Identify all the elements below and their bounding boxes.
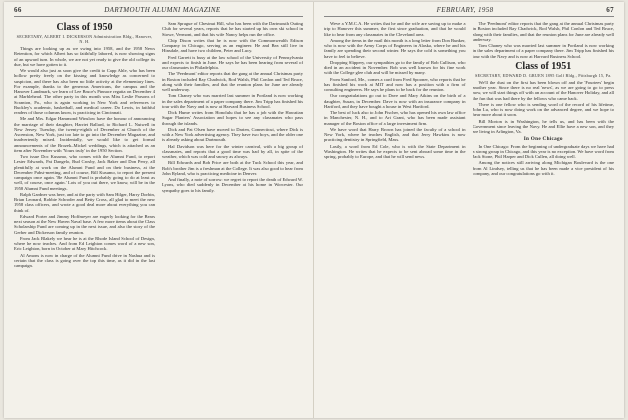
paragraph: Chip Dixon writes that he is now with the Commonwealth Edison Company in Chicago, serving as an engineer. He and Bea still live in Hinsdale, and have two children, Peter and Lucy. xyxy=(162,37,303,54)
left-column-2 xyxy=(162,21,303,417)
left-column-1 xyxy=(14,21,155,417)
right-column-2 xyxy=(473,21,615,417)
paragraph: The best of luck also to John Fischer, who has opened his own law office in Manchester, N. H., and to Art Grant, who has been made assistant manager of the Boston office of a large investment firm. xyxy=(324,110,466,126)
right-column-1 xyxy=(324,21,466,417)
paragraph: Edward Porter and Jimmy Hoffmeyer are eagerly looking for the Bears next season at the New Haven Naval base. A few more items about the Class Scholarship Fund are coming up in the next issue, and also the story of the Gerber and Dickerson family reunion. xyxy=(14,213,155,235)
article-text xyxy=(473,80,615,176)
paragraph: Me and Mrs. Edgar Hammond Winslow have the honour of announcing the marriage of their daughter, Harriet Ballard, to Richard L. Nutwell in New Jersey. Tuesday, the twenty-eighth of December at Church of the Ascension, New York, just too late to go into the December Magazine, and inadvertently mixed. Incidentally, we would like to get formal announcements of the Brozek–Mickel weddings, which is attached as an item after November with 'Yours truly' in the 1950 Section. xyxy=(14,116,155,153)
paragraph: From Jack Blakely we hear he is at the Rhode Island School of Design, where he now teaches. And from Ed Leighton comes word of a new son, Eric Leighton, born in October at Mary Hitchcock. xyxy=(14,235,155,252)
class-heading: Class of 1951 xyxy=(515,60,572,72)
class-secretary: SECRETARY, EDWARD D. GRUEN 1895 Golf Bldg., Pittsburgh 15, Pa. xyxy=(475,72,612,78)
paragraph: Fred Garrett is busy at the law school of the University of Pennsylvania and expects to finish in June. He says he has been hearing from several of our classmates in Philadelphia. xyxy=(162,54,303,70)
paragraph: Among the notices still arriving along Michigan Boulevard is the one from Al Lindsey, telling us that he has been made a vice president of his company, and our congratulations go with it. xyxy=(472,160,614,176)
paragraph: And finally, a note of sorrow: we regret to report the death of Edward W. Lyons, who died suddenly in December at his home in Worcester. Our sympathy goes to his family. xyxy=(162,177,303,193)
paragraph: In One Chicago: From the beginning of undergraduate days we have had a strong group in Chicago, and this year is no exception. We have word from Jack Stone, Phil Harper and Dick Cullen, all doing well. xyxy=(472,143,614,159)
article-text xyxy=(473,21,615,59)
page-number-right: 67 xyxy=(606,6,614,14)
paragraph: Al Amons is now in charge of the Alumni Fund drive in Nashua and is certain that the class is going over the top this time, as it did in the last campaign. xyxy=(14,252,155,268)
paragraph: Among the items in the mail this month is a long letter from Don Bunker, who is now with the Army Corps of Engineers in Alaska, where he and his family are spending their second winter. He says the cold is something you have to feel to believe. xyxy=(324,37,466,59)
paragraph: Dick and Pat Olsen have moved to Darien, Connecticut, where Dick is with a New York advertising agency. They have two boys, and the older one is already asking about Dartmouth. xyxy=(162,126,303,143)
article-text xyxy=(162,21,303,193)
paragraph: Lastly, a word from Ed Cole, who is with the State Department in Washington. He writes that he expects to be sent abroad some time in the spring, probably to Europe, and that he will send news. xyxy=(324,143,466,159)
paragraph: The 'Peedmont' editor reports that the gang at the annual Christmas party in Boston included Ray Chadwick, Rod Walsh, Phil Conlon and Ted Bruce, along with their families, and that the reunion plans for June are already well underway. xyxy=(162,71,303,92)
paragraph: We would also just as soon give the credit to Capp Ahle, who has been hollow pretty freely on the kissing and knowledge as concerned to suspicion, and there has also been no little activity at the elementary lines. For example, thanks to the generous Americans, the campus and the Hanover Landmark, we learn of Lee Bruce's Pinnace regatta on December 4 at Marblehead. The other party in this month was Miss Leslie Parsons of Scranton, Pa., who is again working in New York and references to Buckley's academic, basketball, and medical career. Do Lewis, in faithful readers of those columns know, is practicing in Cincinnati. xyxy=(14,68,155,115)
class-heading: Class of 1950 xyxy=(56,22,113,33)
magazine-title: DARTMOUTH ALUMNI MAGAZINE xyxy=(104,6,221,14)
paragraph: Bill Edwards and Bob Price are both at the Tuck School this year, and Bob's brother Jim is a freshman at the College. It was also good to hear from John Ryland, who is practicing medicine in Denver. xyxy=(162,160,303,176)
paragraph: Dropping Slippery, our sympathies go to the family of Bob Cullison, who died in an accident in November. Bob was well known for his fine work with the College glee club and will be missed by many. xyxy=(324,59,466,76)
paragraph: Bill Morton is in Washington, he tells us, and has been with the Government since leaving the Navy. He and Ellie have a new son, and they are living in Arlington, Va. xyxy=(472,118,614,134)
paragraph: We'll the dust on the first has been blown off and the 'Fourtees' begin another year. Since there is no real 'news', as we are going to go to press now, we will start things off with an account of the Hanover Holiday, and all the fun that was had there by the fellows who came back. xyxy=(472,79,614,101)
paragraph: Sam Sprague of Chestnut Hill, who has been with the Dartmouth Outing Club for several years, reports that he has started up his own ski school in Stowe, Vermont, and that his wife Nancy helps run the office. xyxy=(162,21,303,37)
paragraph: We have word that Harry Brown has joined the faculty of a school in New York, where he teaches English, and that Jerry Hawkins is now practicing dentistry in Springfield, Mass. xyxy=(324,126,466,143)
paragraph: Things are looking up as we swing into 1958, and the 1958 News Retention, for which Albert has so faithfully labored, is now showing signs of an upward turn. In whole, we are not yet ready to give the old college its due, but we have gotten to it. xyxy=(14,46,155,67)
right-columns xyxy=(324,21,614,417)
paragraph: Tom Chaney who was married last summer in Portland is now working in the sales department of a paper company there. Jim Tripp has finished his tour with the Navy and is now at Harvard Business School. xyxy=(162,93,303,109)
left-page xyxy=(4,2,314,418)
paragraph: The 'Peedmont' editor reports that the gang at the annual Christmas party in Boston included Ray Chadwick, Rod Walsh, Phil Conlon and Ted Bruce, along with their families, and that the reunion plans for June are already well underway. xyxy=(472,21,614,42)
paragraph: Two issue Doc Kusumo, who comes with the Alumni Fund, to report Lester Edwards, Pat Dangelo, Bud Crosby, Jack Baker and Don Perry, all plentifully at work on the Alumni Fund and on their business, at the December Pabst-meeting, and of course, Bill Kusumo, to report the present campaign once again. 'Be Alumni Fund is probably going to do at least as well, of course, once again.' Lots of you out there, we know, will be in the 1958 Alumni Fund meetings. xyxy=(14,154,155,191)
class-secretary: SECRETARY, ALBERT I. DICKERSON Administration Bldg., Hanover, N. H. xyxy=(16,34,153,44)
paragraph: Ralph Gardner was here, and at the party with Sam Hilger, Harry Dorbin, Brian Leonard, Robbie Schroder and Betty Cross, all glad to meet the new 1958 class officers, and wrote a good deal more about everything you can think of. xyxy=(14,191,155,213)
paragraph: Tom Chaney who was married last summer in Portland is now working in the sales department of a paper company there. Jim Tripp has finished his tour with the Navy and is now at Harvard Business School. xyxy=(472,43,614,59)
paragraph: From Sanford, Me., comes a card from Fred Spooner, who reports that he has finished his work at MIT and now has a position with a firm of consulting engineers. He says he plans to be back for the reunion. xyxy=(324,76,466,92)
left-columns xyxy=(14,21,303,417)
magazine-spread xyxy=(4,2,624,418)
paragraph: Dick Hume writes from Honolulu that he has a job with the Hawaiian Sugar Planters' Association and hopes to see any classmates who pass through the islands. xyxy=(162,110,303,126)
paragraph: Hal Davidson was here for the winter carnival, with a big group of classmates, and reports that a good time was had by all, in spite of the weather, which was cold and snowy as always. xyxy=(162,143,303,159)
right-page xyxy=(314,2,624,418)
paragraph: Our congratulations go out to Dave and Mary Atkins on the birth of a daughter, Susan, in December. Dave is now with an insurance company in Hartford, and they have bought a house in West Hartford. xyxy=(324,93,466,109)
issue-date: FEBRUARY, 1958 xyxy=(436,6,494,14)
article-text xyxy=(324,21,466,159)
paragraph: Weve a Y.M.C.A. He writes that he and the wife are saving up to make a trip to Hanover this summer, the first since graduation, and that he would like to hear from any classmates in the Cleveland area. xyxy=(324,21,466,37)
running-head-right xyxy=(324,6,614,17)
paragraph: There is one fellow who is sending word of the record of his lifetime, John Lu, who is now doing work on the advanced degree, and we hope to hear more about it soon. xyxy=(472,101,614,118)
running-head-left xyxy=(14,6,303,17)
page-number-left: 66 xyxy=(14,6,22,14)
article-text xyxy=(14,46,155,268)
section-lead: In One Chicago xyxy=(523,136,563,143)
